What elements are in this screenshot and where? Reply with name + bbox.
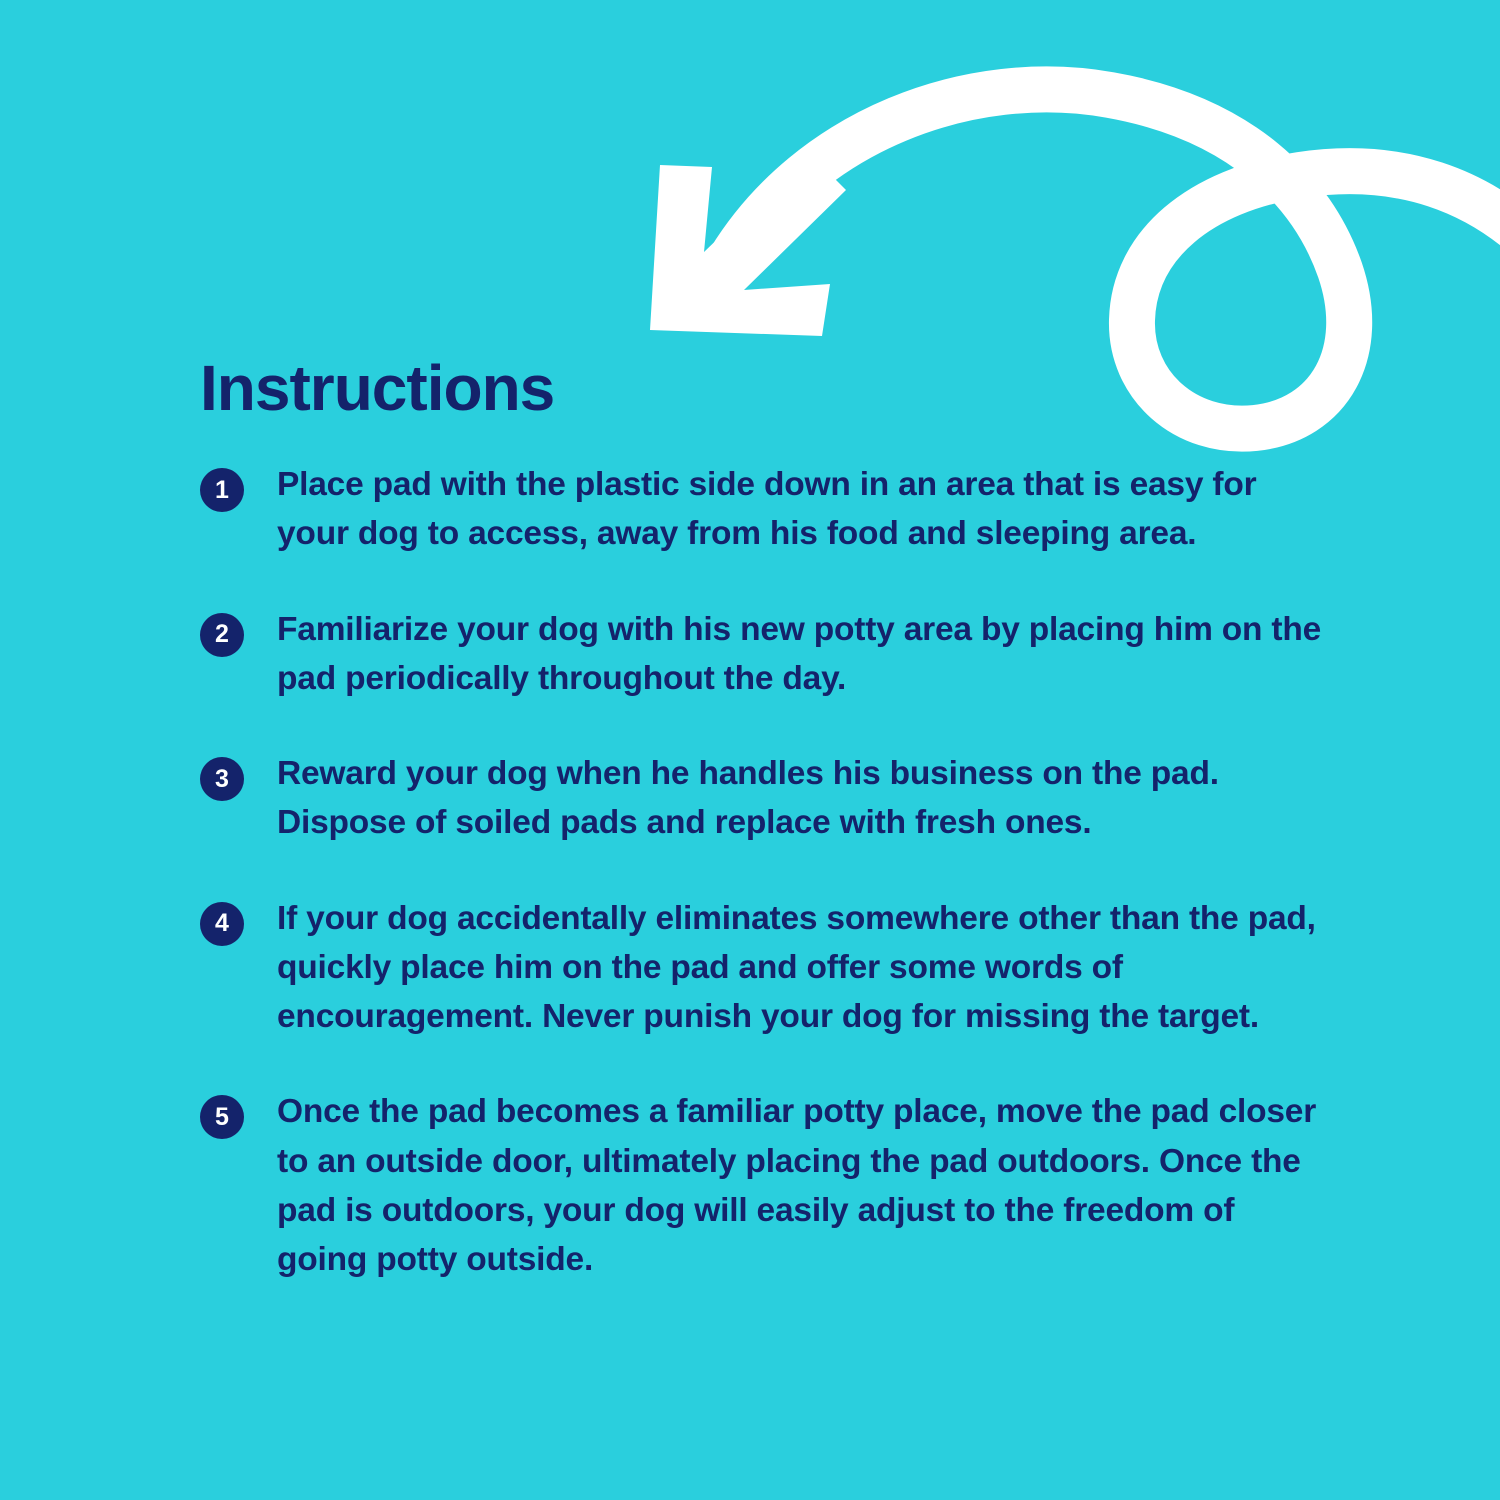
step-number-badge: 3 bbox=[200, 757, 244, 801]
instructions-content bbox=[200, 352, 1330, 1284]
step-text: If your dog accidentally eliminates somewhere other than the pad, quickly place him on the pad and offer some words of encouragement. Never punish your dog for missing the target. bbox=[277, 899, 1316, 1036]
step-text: Place pad with the plastic side down in an area that is easy for your dog to access, away from his food and sleeping area. bbox=[277, 466, 1257, 553]
step-number-badge: 4 bbox=[200, 902, 244, 946]
step-text: Familiarize your dog with his new potty area by placing him on the pad periodically throughout the day. bbox=[277, 610, 1322, 697]
instruction-steps-list bbox=[200, 460, 1330, 1284]
step-text: Reward your dog when he handles his business on the pad. Dispose of soiled pads and replace with fresh ones. bbox=[277, 755, 1219, 842]
list-item bbox=[200, 749, 1330, 847]
step-number-badge: 2 bbox=[200, 613, 244, 657]
step-number-badge: 5 bbox=[200, 1095, 244, 1139]
page-title: Instructions bbox=[200, 352, 555, 424]
list-item bbox=[200, 894, 1330, 1042]
list-item bbox=[200, 1087, 1330, 1284]
step-text: Once the pad becomes a familiar potty place, move the pad closer to an outside door, ultimately placing the pad outdoors. Once the pad is outdoors, your dog will easily adjust to the freedom of going potty outside. bbox=[277, 1093, 1317, 1278]
step-number-badge: 1 bbox=[200, 468, 244, 512]
list-item bbox=[200, 605, 1330, 703]
list-item bbox=[200, 460, 1330, 558]
